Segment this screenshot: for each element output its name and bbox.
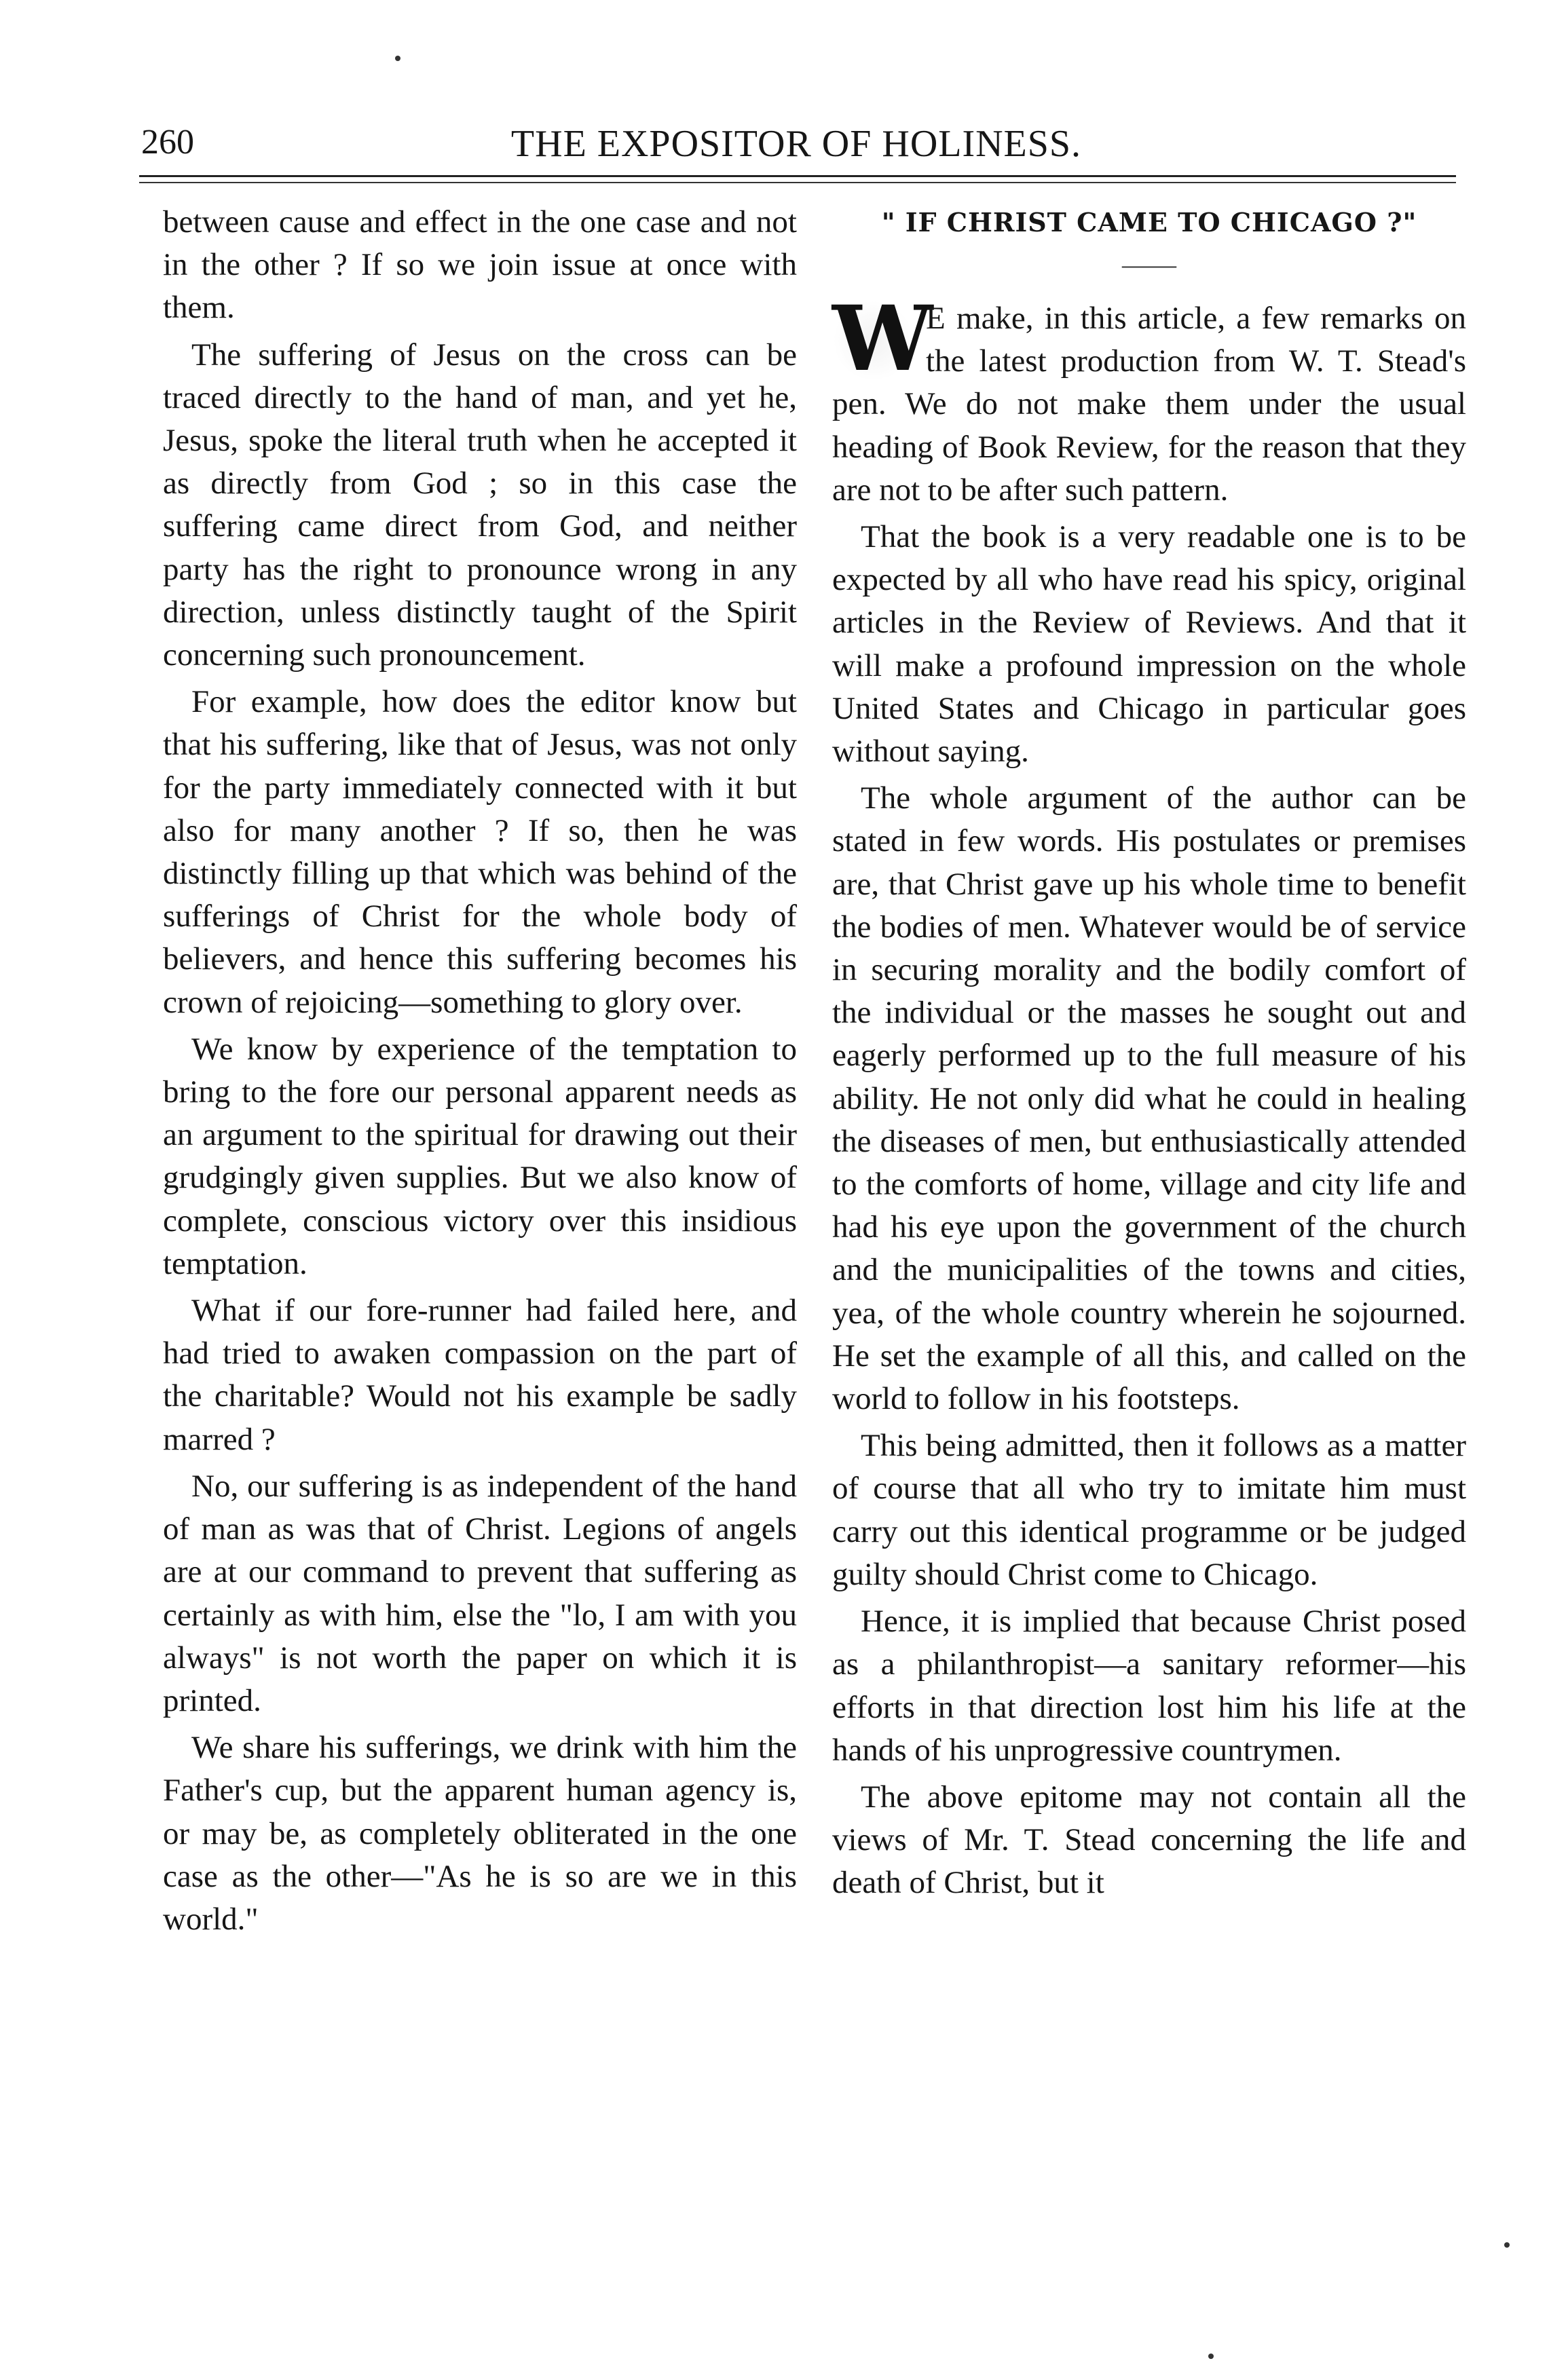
- running-title: THE EXPOSITOR OF HOLINESS.: [510, 123, 1082, 165]
- paragraph: between cause and effect in the one case and not in the other ? If so we join issue at once with them.: [163, 204, 797, 326]
- right-column: [832, 201, 1466, 1909]
- article-title: " IF CHRIST CAME TO CHICAGO ?": [881, 207, 1417, 238]
- lead-paragraph-text: E make, in this article, a few remarks on the latest production from W. T. Stead's pen. We do not make them under the usual heading of Book Review, for the reason that they are not to be after such pattern.: [832, 301, 1466, 508]
- paragraph: This being admitted, then it follows as a matter of course that all who try to imitate him must carry out this identical programme or be judged guilty should Christ come to Chicago.: [832, 1428, 1466, 1592]
- title-separator: ——: [1122, 249, 1176, 280]
- scan-speck: [1504, 2242, 1510, 2248]
- paragraph: The above epitome may not contain all the views of Mr. T. Stead concerning the life and death of Christ, but it: [832, 1779, 1466, 1901]
- drop-cap: W: [832, 286, 933, 392]
- header-rule: [139, 175, 1456, 177]
- page-number: 260: [141, 123, 194, 162]
- lead-paragraph: [832, 286, 1466, 512]
- paragraph: That the book is a very readable one is to be expected by all who have read his spicy, original articles in the Review of Reviews. And that it will make a profound impression on the whole United States and Chicago in particular goes without saying.: [832, 519, 1466, 770]
- scan-speck: [1208, 2354, 1214, 2359]
- scan-speck: [395, 56, 400, 61]
- paragraph: We share his sufferings, we drink with him the Father's cup, but the apparent human agency is, or may be, as completely obliterated in the one case as the other—"As he is so are we in this world.": [163, 1730, 797, 1937]
- paragraph: The suffering of Jesus on the cross can be traced directly to the hand of man, and yet he, Jesus, spoke the literal truth when he accepted it as directly from God ; so in this case the suffering came direct from God, and neither party has the right to pronounce wrong in any direction, unless distinctly taught of the Spirit concerning such pronouncement.: [163, 337, 797, 673]
- paragraph: No, our suffering is as independent of the hand of man as was that of Christ. Legions of angels are at our command to prevent that suffering as certainly as with him, else the "lo, I am with you always" is not worth the paper on which it is printed.: [163, 1468, 797, 1718]
- paragraph: We know by experience of the temptation to bring to the fore our personal apparent needs as an argument to the spiritual for drawing out their grudgingly given supplies. But we also know of complete, conscious victory over this insidious temptation.: [163, 1031, 797, 1281]
- paragraph: What if our fore-runner had failed here, and had tried to awaken compassion on the part of the charitable? Would not his example be sadly marred ?: [163, 1293, 797, 1457]
- paragraph: Hence, it is implied that because Christ posed as a philanthropist—a sanitary reformer—his efforts in that direction lost him his life at the hands of his unprogressive countrymen.: [832, 1604, 1466, 1768]
- paragraph: The whole argument of the author can be stated in few words. His postulates or premises are, that Christ gave up his whole time to benefit the bodies of men. Whatever would be of service in securing morality and the bodily comfort of the individual or the masses he sought out and eagerly performed up to the full measure of his ability. He not only did what he could in healing the diseases of men, but enthusiastically attended to the comforts of home, village and city life and had his eye upon the government of the church and the municipalities of the towns and cities, yea, of the whole country wherein he sojourned. He set the example of all this, and called on the world to follow in his footsteps.: [832, 780, 1466, 1417]
- header-rule-secondary: [139, 182, 1456, 183]
- paragraph: For example, how does the editor know but that his suffering, like that of Jesus, was not only for the party immediately connected with it but also for many another ? If so, then he was distinctly filling up that which was behind of the sufferings of Christ for the whole body of believers, and hence this suffering becomes his crown of rejoicing—something to glory over.: [163, 684, 797, 1020]
- left-column: [163, 201, 797, 1945]
- page-header: [141, 117, 1451, 171]
